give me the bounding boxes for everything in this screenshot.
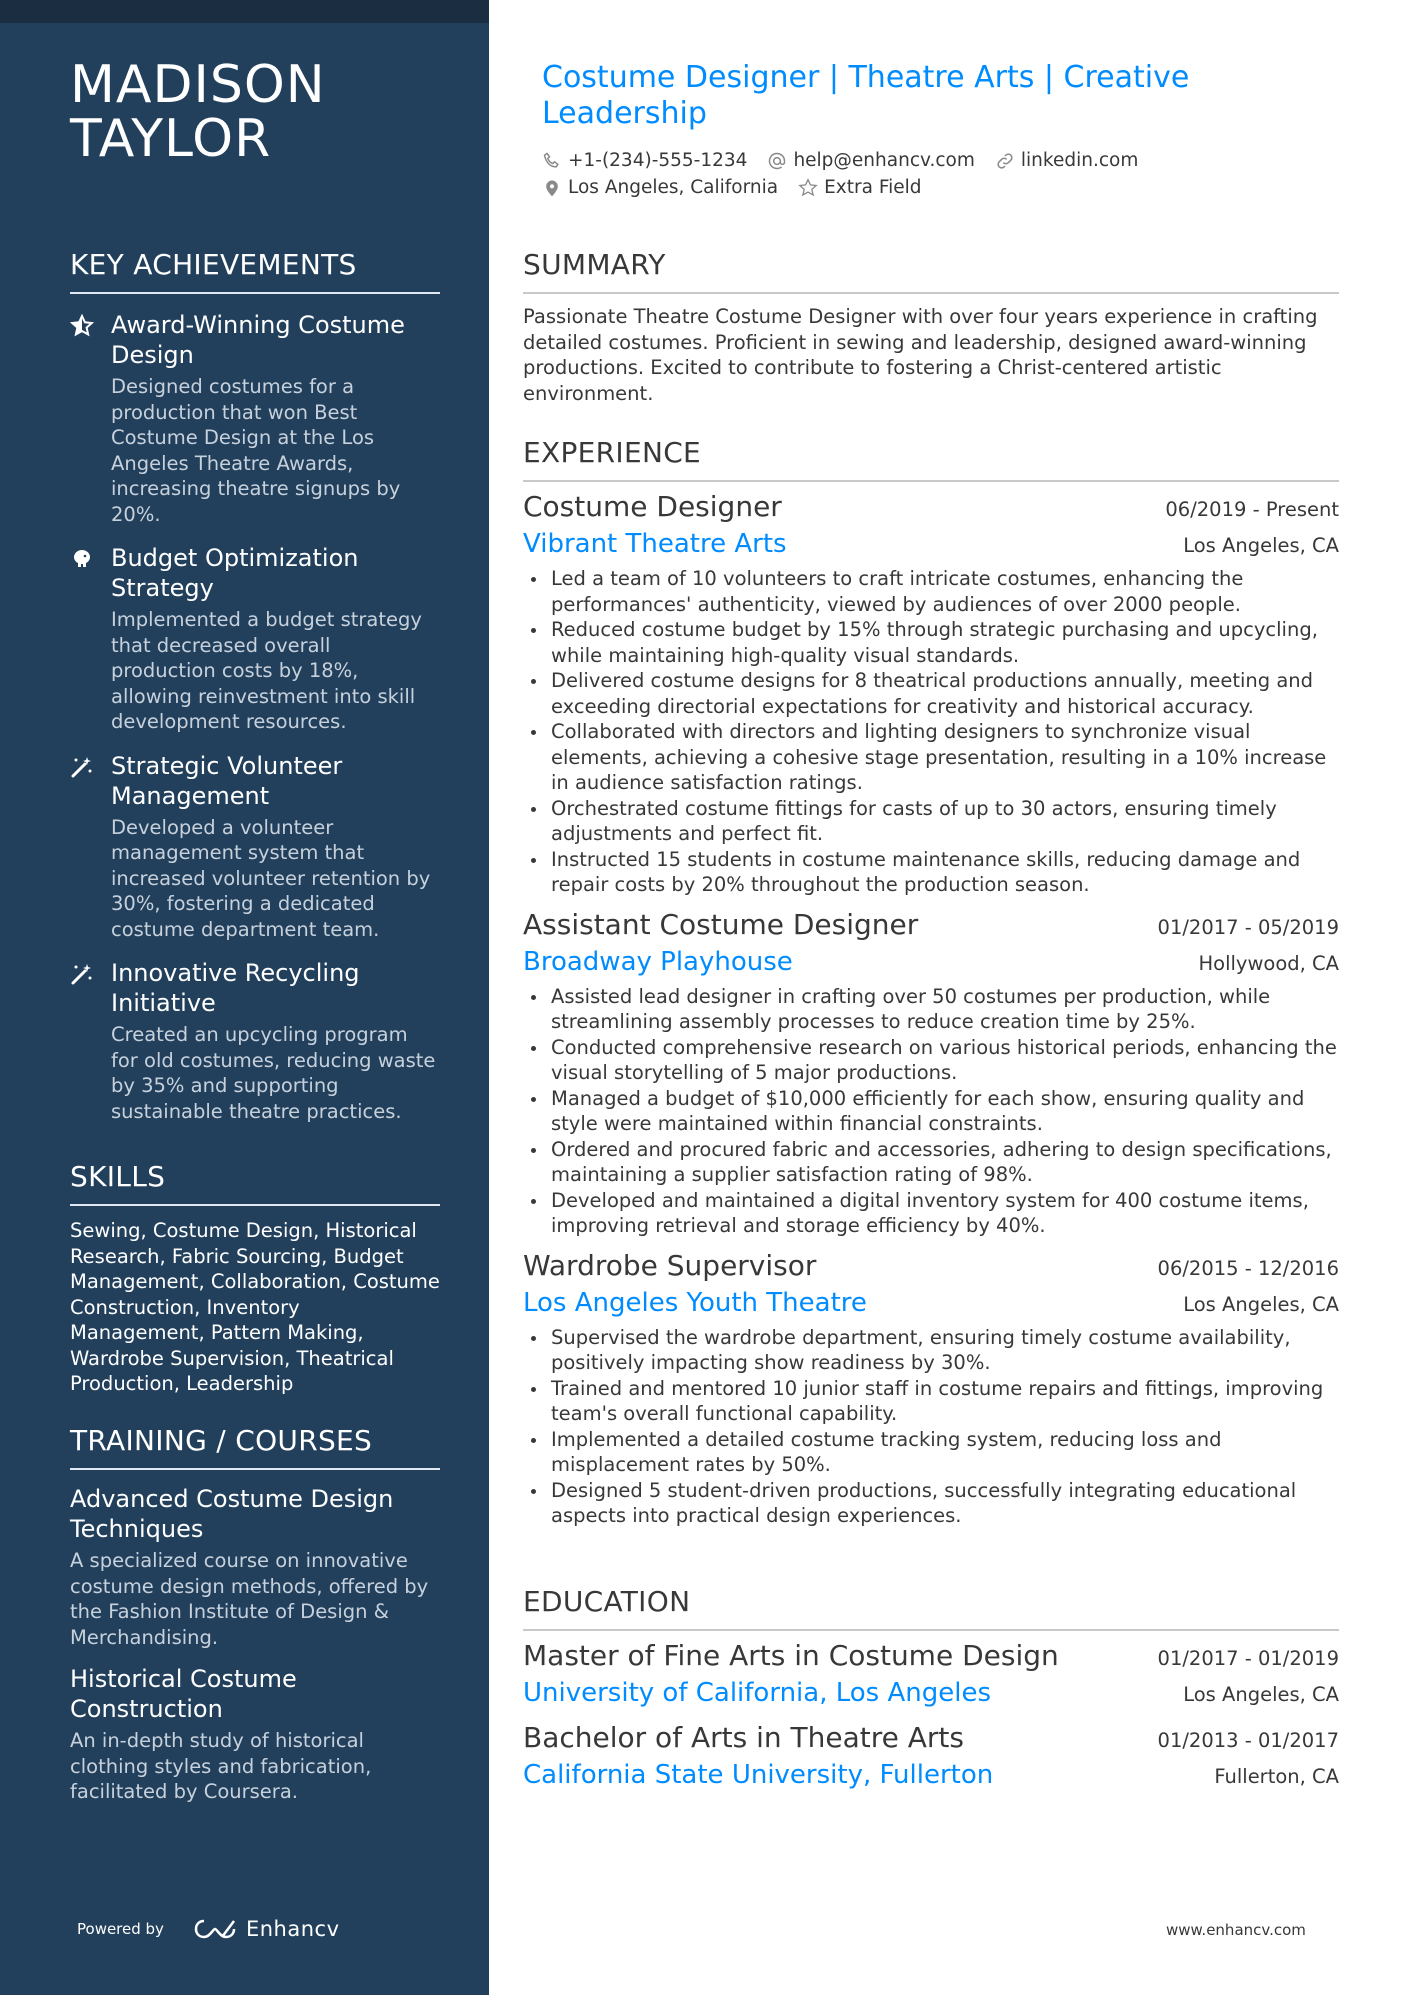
education-location: Los Angeles, CA — [1183, 1683, 1339, 1706]
achievement-item — [70, 310, 440, 527]
achievements-list — [70, 310, 440, 1124]
course-item — [70, 1664, 440, 1805]
school-name: University of California, Los Angeles — [523, 1678, 992, 1708]
school-name: California State University, Fullerton — [523, 1760, 994, 1790]
job-bullets — [523, 984, 1339, 1239]
skills-list: Sewing, Costume Design, Historical Research, Fabric Sourcing, Budget Management, Collaboration, Costume Construction, Inventory Management, Pattern Making, Wardrobe Supervision, Theatrical Production, Leadership — [70, 1219, 440, 1395]
education-dates: 01/2013 - 01/2017 — [1157, 1729, 1339, 1752]
bullet-item: Reduced costume budget by 15% through strategic purchasing and upcycling, while maintaining high-quality visual standards. — [523, 617, 1339, 668]
achievement-title: Award-Winning Costume Design — [111, 311, 405, 369]
magic-wand-icon — [70, 962, 94, 986]
degree-title: Bachelor of Arts in Theatre Arts — [523, 1721, 964, 1754]
achievement-item — [70, 543, 440, 735]
phone-icon — [542, 151, 562, 171]
skills-heading: SKILLS — [70, 1160, 440, 1206]
job-entry — [523, 1249, 1339, 1529]
candidate-name — [70, 55, 326, 169]
education-entry — [523, 1721, 1339, 1791]
bullet-item: Designed 5 student-driven productions, successfully integrating educational aspects into practical design experiences. — [523, 1478, 1339, 1529]
job-company: Los Angeles Youth Theatre — [523, 1287, 867, 1318]
course-title: Advanced Costume Design Techniques — [70, 1485, 394, 1543]
footer-url[interactable]: www.enhancv.com — [1166, 1921, 1306, 1939]
at-icon — [767, 151, 787, 171]
achievement-title: Budget Optimization Strategy — [111, 544, 359, 602]
piggy-bank-icon — [70, 547, 94, 571]
summary-section — [523, 248, 1339, 406]
job-location: Hollywood, CA — [1198, 951, 1339, 975]
contact-row-1 — [542, 150, 1158, 171]
contact-phone[interactable] — [542, 150, 747, 171]
education-dates: 01/2017 - 01/2019 — [1157, 1647, 1339, 1670]
achievement-description: Developed a volunteer management system that increased volunteer retention by 30%, fostering a dedicated costume department team. — [111, 815, 431, 941]
email-text: help@enhancv.com — [793, 150, 975, 171]
bullet-item: Supervised the wardrobe department, ensuring timely costume availability, positively impacting show readiness by 30%. — [523, 1325, 1339, 1376]
bullet-item: Collaborated with directors and lighting designers to synchronize visual elements, achieving a cohesive stage presentation, resulting in a 10% increase in audience satisfaction ratings. — [523, 719, 1339, 796]
enhancv-logo-icon — [192, 1917, 238, 1941]
course-item — [70, 1484, 440, 1650]
job-title: Costume Designer — [523, 490, 782, 523]
star-outline-icon — [798, 178, 818, 198]
achievement-description: Designed costumes for a production that won Best Costume Design at the Los Angeles Theatre Awards, increasing theatre signups by 20%. — [111, 375, 401, 526]
sidebar — [0, 0, 489, 1995]
contact-row-2 — [542, 177, 942, 198]
achievements-heading: KEY ACHIEVEMENTS — [70, 248, 440, 294]
achievements-section — [70, 248, 440, 1124]
achievement-description: Implemented a budget strategy that decreased overall production costs by 18%, allowing reinvestment into skill development resources. — [111, 608, 422, 733]
degree-title: Master of Fine Arts in Costume Design — [523, 1639, 1059, 1672]
bullet-item: Implemented a detailed costume tracking system, reducing loss and misplacement rates by 50%. — [523, 1427, 1339, 1478]
summary-heading: SUMMARY — [523, 248, 1339, 294]
extra-field-text: Extra Field — [824, 177, 922, 198]
training-heading: TRAINING / COURSES — [70, 1424, 440, 1470]
name-last: TAYLOR — [70, 109, 272, 169]
job-title: Wardrobe Supervisor — [523, 1248, 817, 1282]
job-dates: 01/2017 - 05/2019 — [1157, 915, 1339, 939]
course-title: Historical Costume Construction — [70, 1665, 297, 1723]
bullet-item: Led a team of 10 volunteers to craft intricate costumes, enhancing the performances' authenticity, viewed by audiences of over 2000 people. — [523, 566, 1339, 617]
phone-text: +1-(234)-555-1234 — [568, 150, 748, 171]
skills-section — [70, 1160, 440, 1397]
bullet-item: Delivered costume designs for 8 theatrical productions annually, meeting and exceeding directorial expectations for creativity and historical accuracy. — [523, 668, 1339, 719]
experience-section — [523, 436, 1339, 1529]
education-location: Fullerton, CA — [1214, 1765, 1339, 1788]
bullet-item: Ordered and procured fabric and accessories, adhering to design specifications, maintaining a supplier satisfaction rating of 98%. — [523, 1137, 1339, 1188]
education-entry — [523, 1639, 1339, 1709]
experience-heading: EXPERIENCE — [523, 436, 1339, 482]
enhancv-brand: Enhancv — [245, 1917, 340, 1941]
bullet-item: Instructed 15 students in costume maintenance skills, reducing damage and repair costs by 20% throughout the production season. — [523, 847, 1339, 898]
education-section — [523, 1585, 1339, 1791]
powered-by — [77, 1917, 340, 1941]
job-bullets — [523, 566, 1339, 898]
bullet-item: Orchestrated costume fittings for casts of up to 30 actors, ensuring timely adjustments and perfect fit. — [523, 796, 1339, 847]
achievement-description: Created an upcycling program for old costumes, reducing waste by 35% and supporting sustainable theatre practices. — [111, 1023, 436, 1123]
job-entry — [523, 490, 1339, 898]
course-description: A specialized course on innovative costume design methods, offered by the Fashion Institute of Design & Merchandising. — [70, 1549, 429, 1649]
powered-by-label: Powered by — [77, 1920, 164, 1938]
star-icon — [70, 314, 94, 338]
achievement-item — [70, 958, 440, 1124]
course-description: An in-depth study of historical clothing styles and fabrication, facilitated by Coursera. — [70, 1729, 372, 1803]
job-dates: 06/2019 - Present — [1165, 498, 1339, 521]
website-text: linkedin.com — [1020, 150, 1139, 171]
job-location: Los Angeles, CA — [1183, 534, 1339, 557]
contact-location — [542, 177, 778, 198]
contact-website[interactable] — [995, 150, 1138, 171]
bullet-item: Conducted comprehensive research on various historical periods, enhancing the visual storytelling of 5 major productions. — [523, 1035, 1339, 1086]
achievement-title: Innovative Recycling Initiative — [111, 959, 360, 1017]
training-section — [70, 1424, 440, 1805]
job-company: Vibrant Theatre Arts — [523, 529, 787, 559]
location-text: Los Angeles, California — [568, 177, 779, 198]
job-dates: 06/2015 - 12/2016 — [1157, 1256, 1339, 1280]
contact-extra — [798, 177, 921, 198]
link-icon — [995, 151, 1015, 171]
location-pin-icon — [542, 178, 562, 198]
achievement-item — [70, 751, 440, 943]
sidebar-top-bar — [0, 0, 489, 23]
education-heading: EDUCATION — [523, 1585, 1339, 1631]
job-title: Assistant Costume Designer — [523, 907, 919, 941]
bullet-item: Trained and mentored 10 junior staff in costume repairs and fittings, improving team's overall functional capability. — [523, 1376, 1339, 1427]
job-company: Broadway Playhouse — [523, 946, 793, 977]
contact-email[interactable] — [767, 150, 974, 171]
bullet-item: Assisted lead designer in crafting over 50 costumes per production, while streamlining assembly processes to reduce creation time by 25%. — [523, 984, 1339, 1035]
enhancv-logo[interactable] — [192, 1917, 340, 1941]
job-bullets — [523, 1325, 1339, 1529]
job-location: Los Angeles, CA — [1183, 1292, 1339, 1316]
magic-wand-icon — [70, 755, 94, 779]
name-first: MADISON — [70, 55, 326, 115]
headline: Costume Designer | Theatre Arts | Creative Leadership — [542, 60, 1190, 131]
bullet-item: Managed a budget of $10,000 efficiently for each show, ensuring quality and style were maintained within financial constraints. — [523, 1086, 1339, 1137]
bullet-item: Developed and maintained a digital inventory system for 400 costume items, improving retrieval and storage efficiency by 40%. — [523, 1188, 1339, 1239]
summary-text: Passionate Theatre Costume Designer with over four years experience in crafting detailed costumes. Proficient in sewing and leadership, designed award-winning productions. Excited to contribute to fostering a Christ-centered artistic environment. — [523, 305, 1318, 405]
achievement-title: Strategic Volunteer Management — [111, 751, 343, 810]
job-entry — [523, 908, 1339, 1239]
